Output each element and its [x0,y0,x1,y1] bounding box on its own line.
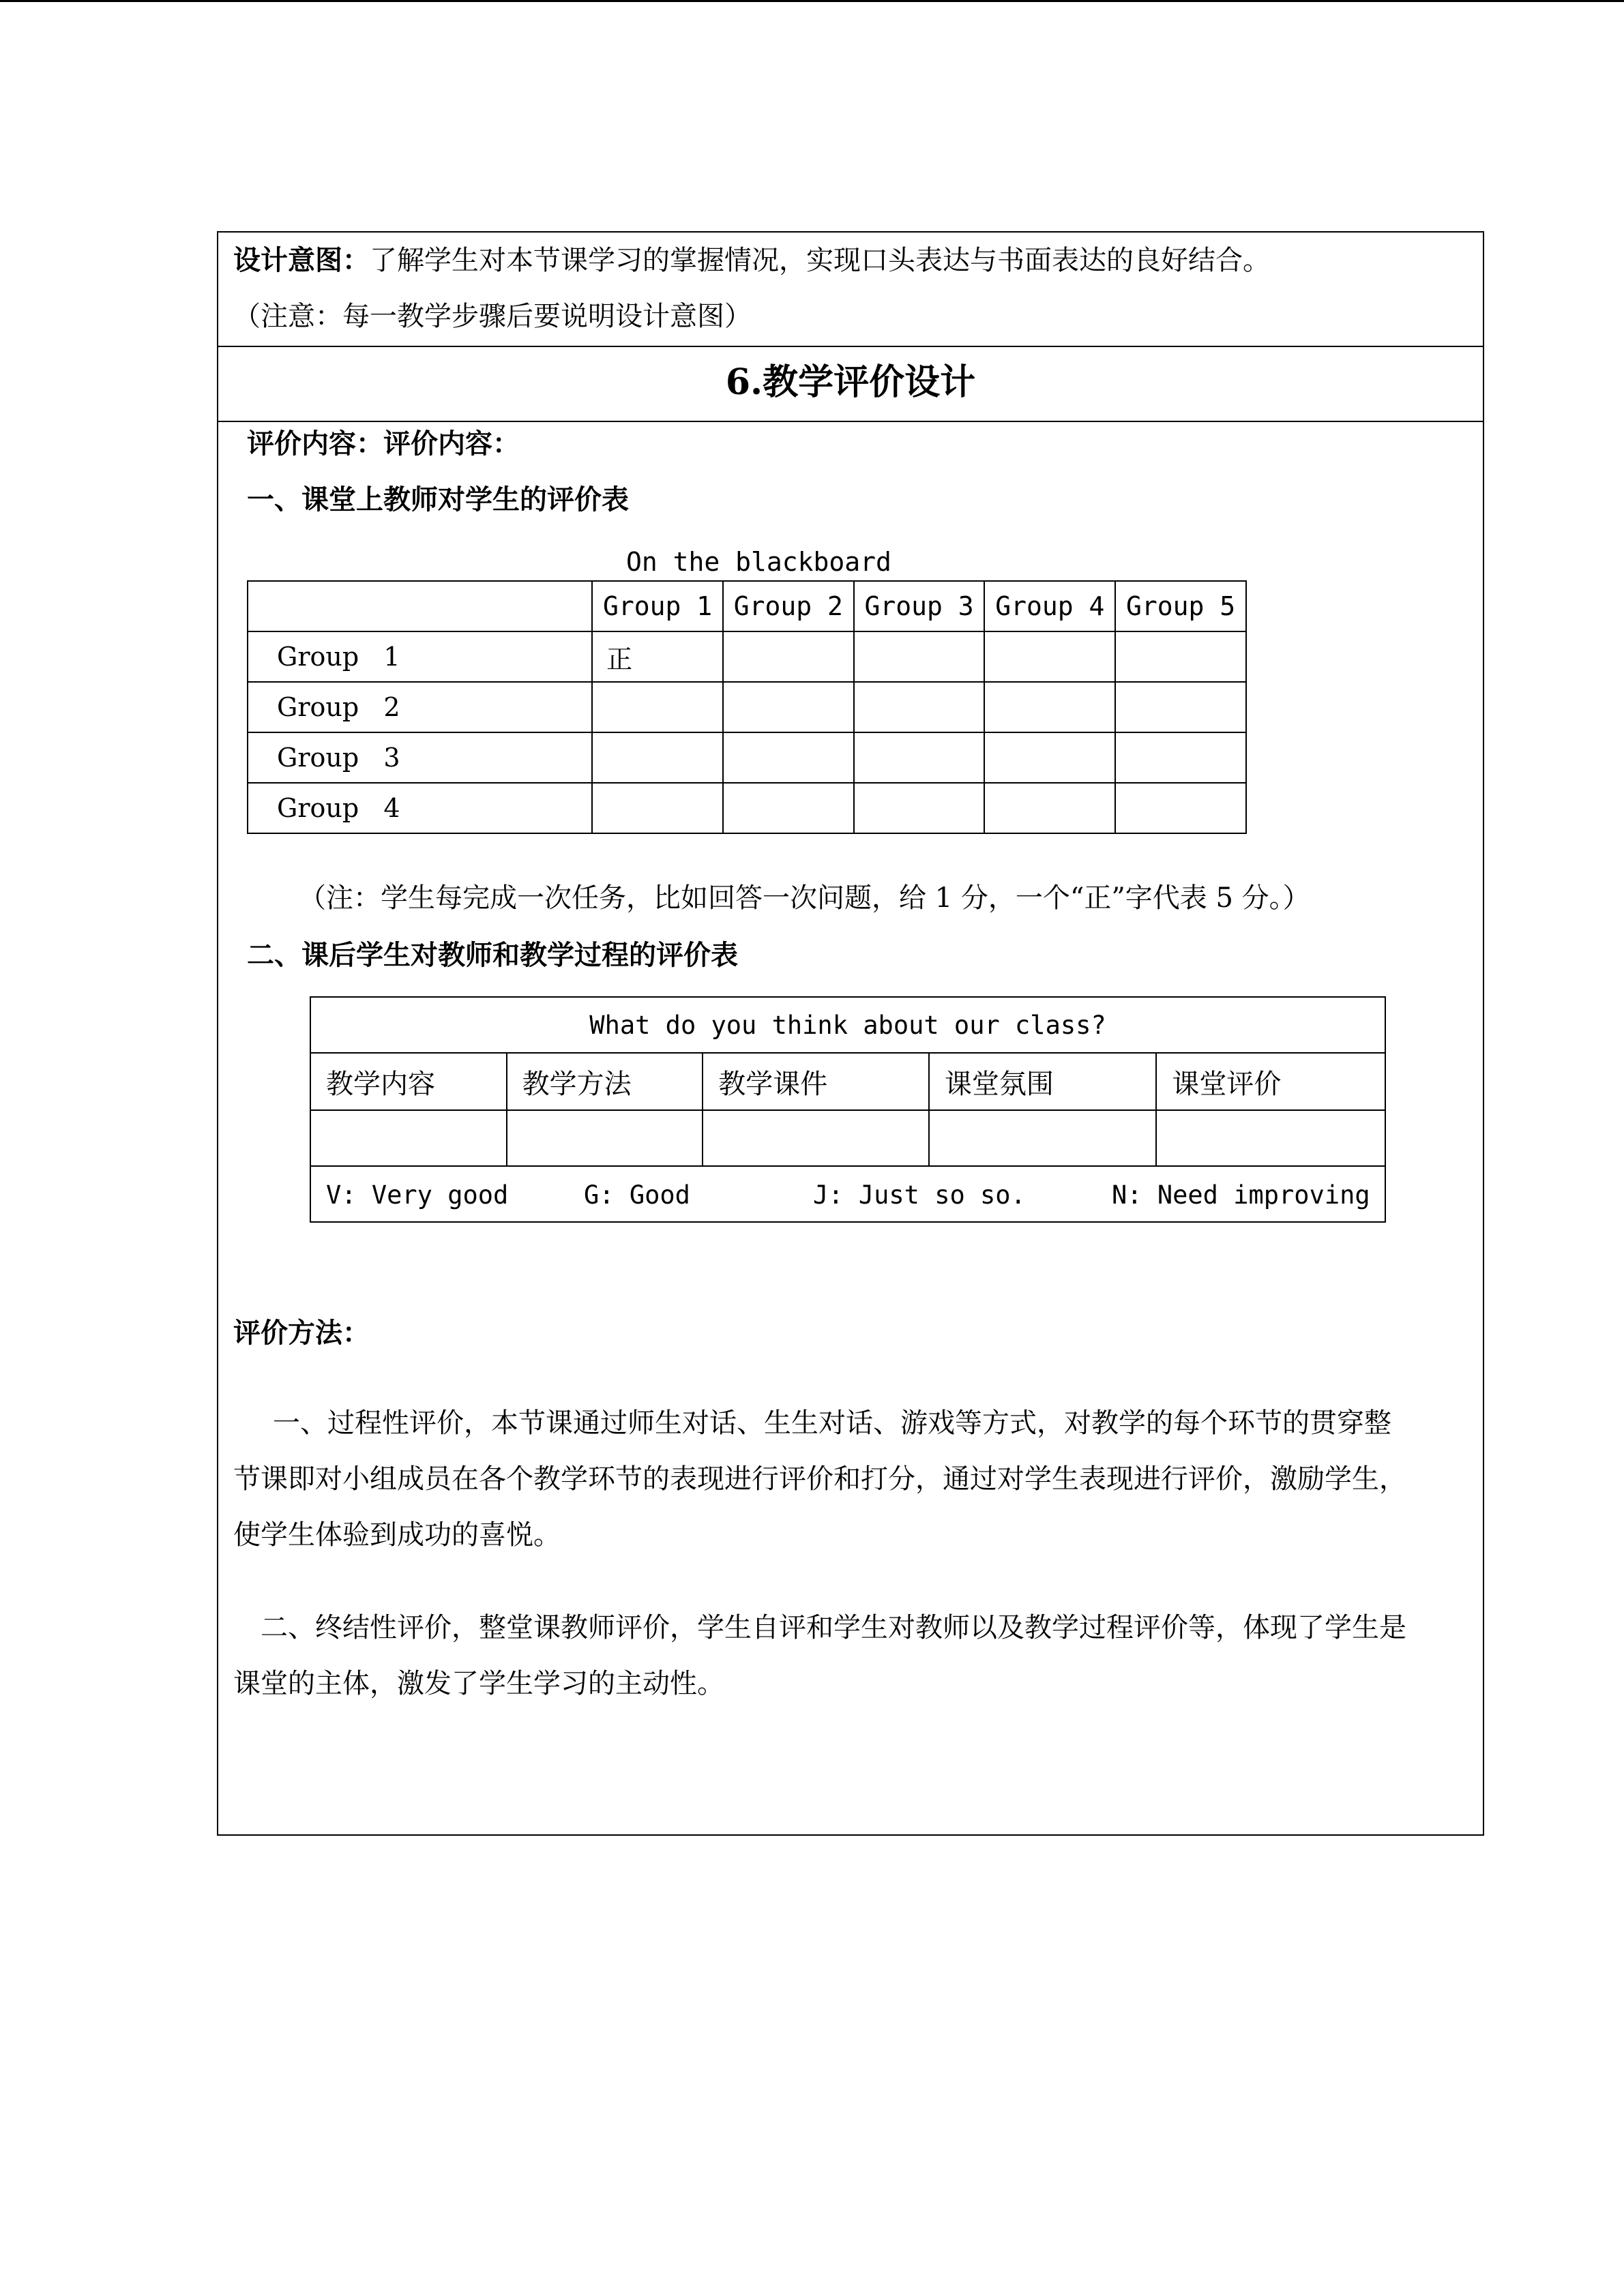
design-intent-line [233,233,1468,288]
table1-row-label: Group 1 [248,631,592,682]
method-1-line-3: 使学生体验到成功的喜悦。 [233,1519,561,1551]
table1-corner-cell [248,581,592,631]
tally-cell [984,682,1115,732]
table2-col-header: 教学方法 [507,1053,703,1110]
table-row [248,682,1246,732]
tally-cell [723,732,854,783]
tally-cell [723,783,854,833]
methods-label: 评价方法： [233,1317,370,1349]
method-2-line-1: 二、终结性评价，整堂课教师评价，学生自评和学生对教师以及教学过程评价等，体现了学生是 [261,1612,1406,1643]
table2-header-row [310,1053,1385,1110]
table1-col-header: Group 3 [854,581,985,631]
table1-col-header: Group 4 [984,581,1115,631]
method-2-line-2: 课堂的主体，激发了学生学习的主动性。 [233,1668,724,1699]
table1-col-header: Group 1 [592,581,723,631]
table2-heading: 二、课后学生对教师和教学过程的评价表 [247,939,738,971]
legend-good: G: Good [584,1180,690,1210]
table2-title: What do you think about our class? [310,997,1385,1053]
table1-row-label: Group 4 [248,783,592,833]
rating-cell [507,1110,703,1166]
legend-very-good: V: Very good [326,1180,509,1210]
table1-note: （注：学生每完成一次任务，比如回答一次问题，给 1 分，一个“正”字代表 5 分。） [299,882,1310,914]
rating-cell [1156,1110,1385,1166]
design-intent-label: 设计意图： [233,244,370,276]
rating-cell [310,1110,507,1166]
table2-col-header: 课堂评价 [1156,1053,1385,1110]
tally-cell: 正 [592,631,723,682]
table1-heading: 一、课堂上教师对学生的评价表 [247,483,629,516]
tally-cell [854,682,985,732]
tally-cell [1115,783,1246,833]
table2-col-header: 课堂氛围 [929,1053,1157,1110]
tally-cell [723,631,854,682]
legend-need-improving: N: Need improving [1112,1180,1370,1210]
tally-cell [854,631,985,682]
page-top-rule [0,0,1624,2]
table-row [310,1110,1385,1166]
section-title: 6.教学评价设计 [218,347,1483,422]
table2-col-header: 教学内容 [310,1053,507,1110]
tally-cell [1115,631,1246,682]
classroom-score-table [247,580,1247,834]
lesson-plan-frame [217,231,1484,1836]
table1-col-header: Group 5 [1115,581,1246,631]
legend-just-so-so: J: Just so so. [813,1180,1026,1210]
table2-title-row [310,997,1385,1053]
rating-cell [929,1110,1157,1166]
design-intent-text: 了解学生对本节课学习的掌握情况，实现口头表达与书面表达的良好结合。 [370,245,1270,276]
table1-header-row [248,581,1246,631]
tally-cell [1115,682,1246,732]
table2-col-header: 教学课件 [703,1053,929,1110]
tally-cell [984,732,1115,783]
tally-cell [592,783,723,833]
tally-cell [984,631,1115,682]
table1-caption: On the blackboard [626,547,891,577]
rating-legend [310,1166,1385,1222]
method-1-line-2: 节课即对小组成员在各个教学环节的表现进行评价和打分，通过对学生表现进行评价，激励学生， [233,1463,1406,1495]
tally-cell [592,682,723,732]
tally-cell [984,783,1115,833]
tally-cell [854,783,985,833]
tally-cell [854,732,985,783]
table-row [248,732,1246,783]
class-feedback-table [310,996,1386,1223]
table-row [248,631,1246,682]
design-intent-note: （注意：每一教学步骤后要说明设计意图） [233,301,752,332]
tally-cell [723,682,854,732]
method-1-line-1: 一、过程性评价，本节课通过师生对话、生生对话、游戏等方式，对教学的每个环节的贯穿整 [273,1407,1391,1439]
tally-cell [592,732,723,783]
rating-cell [703,1110,929,1166]
table1-row-label: Group 3 [248,732,592,783]
legend-row [310,1166,1385,1222]
table1-row-label: Group 2 [248,682,592,732]
tally-cell [1115,732,1246,783]
table1-col-header: Group 2 [723,581,854,631]
eval-content-label: 评价内容：评价内容： [247,428,520,460]
table-row [248,783,1246,833]
design-intent-section [218,233,1483,347]
